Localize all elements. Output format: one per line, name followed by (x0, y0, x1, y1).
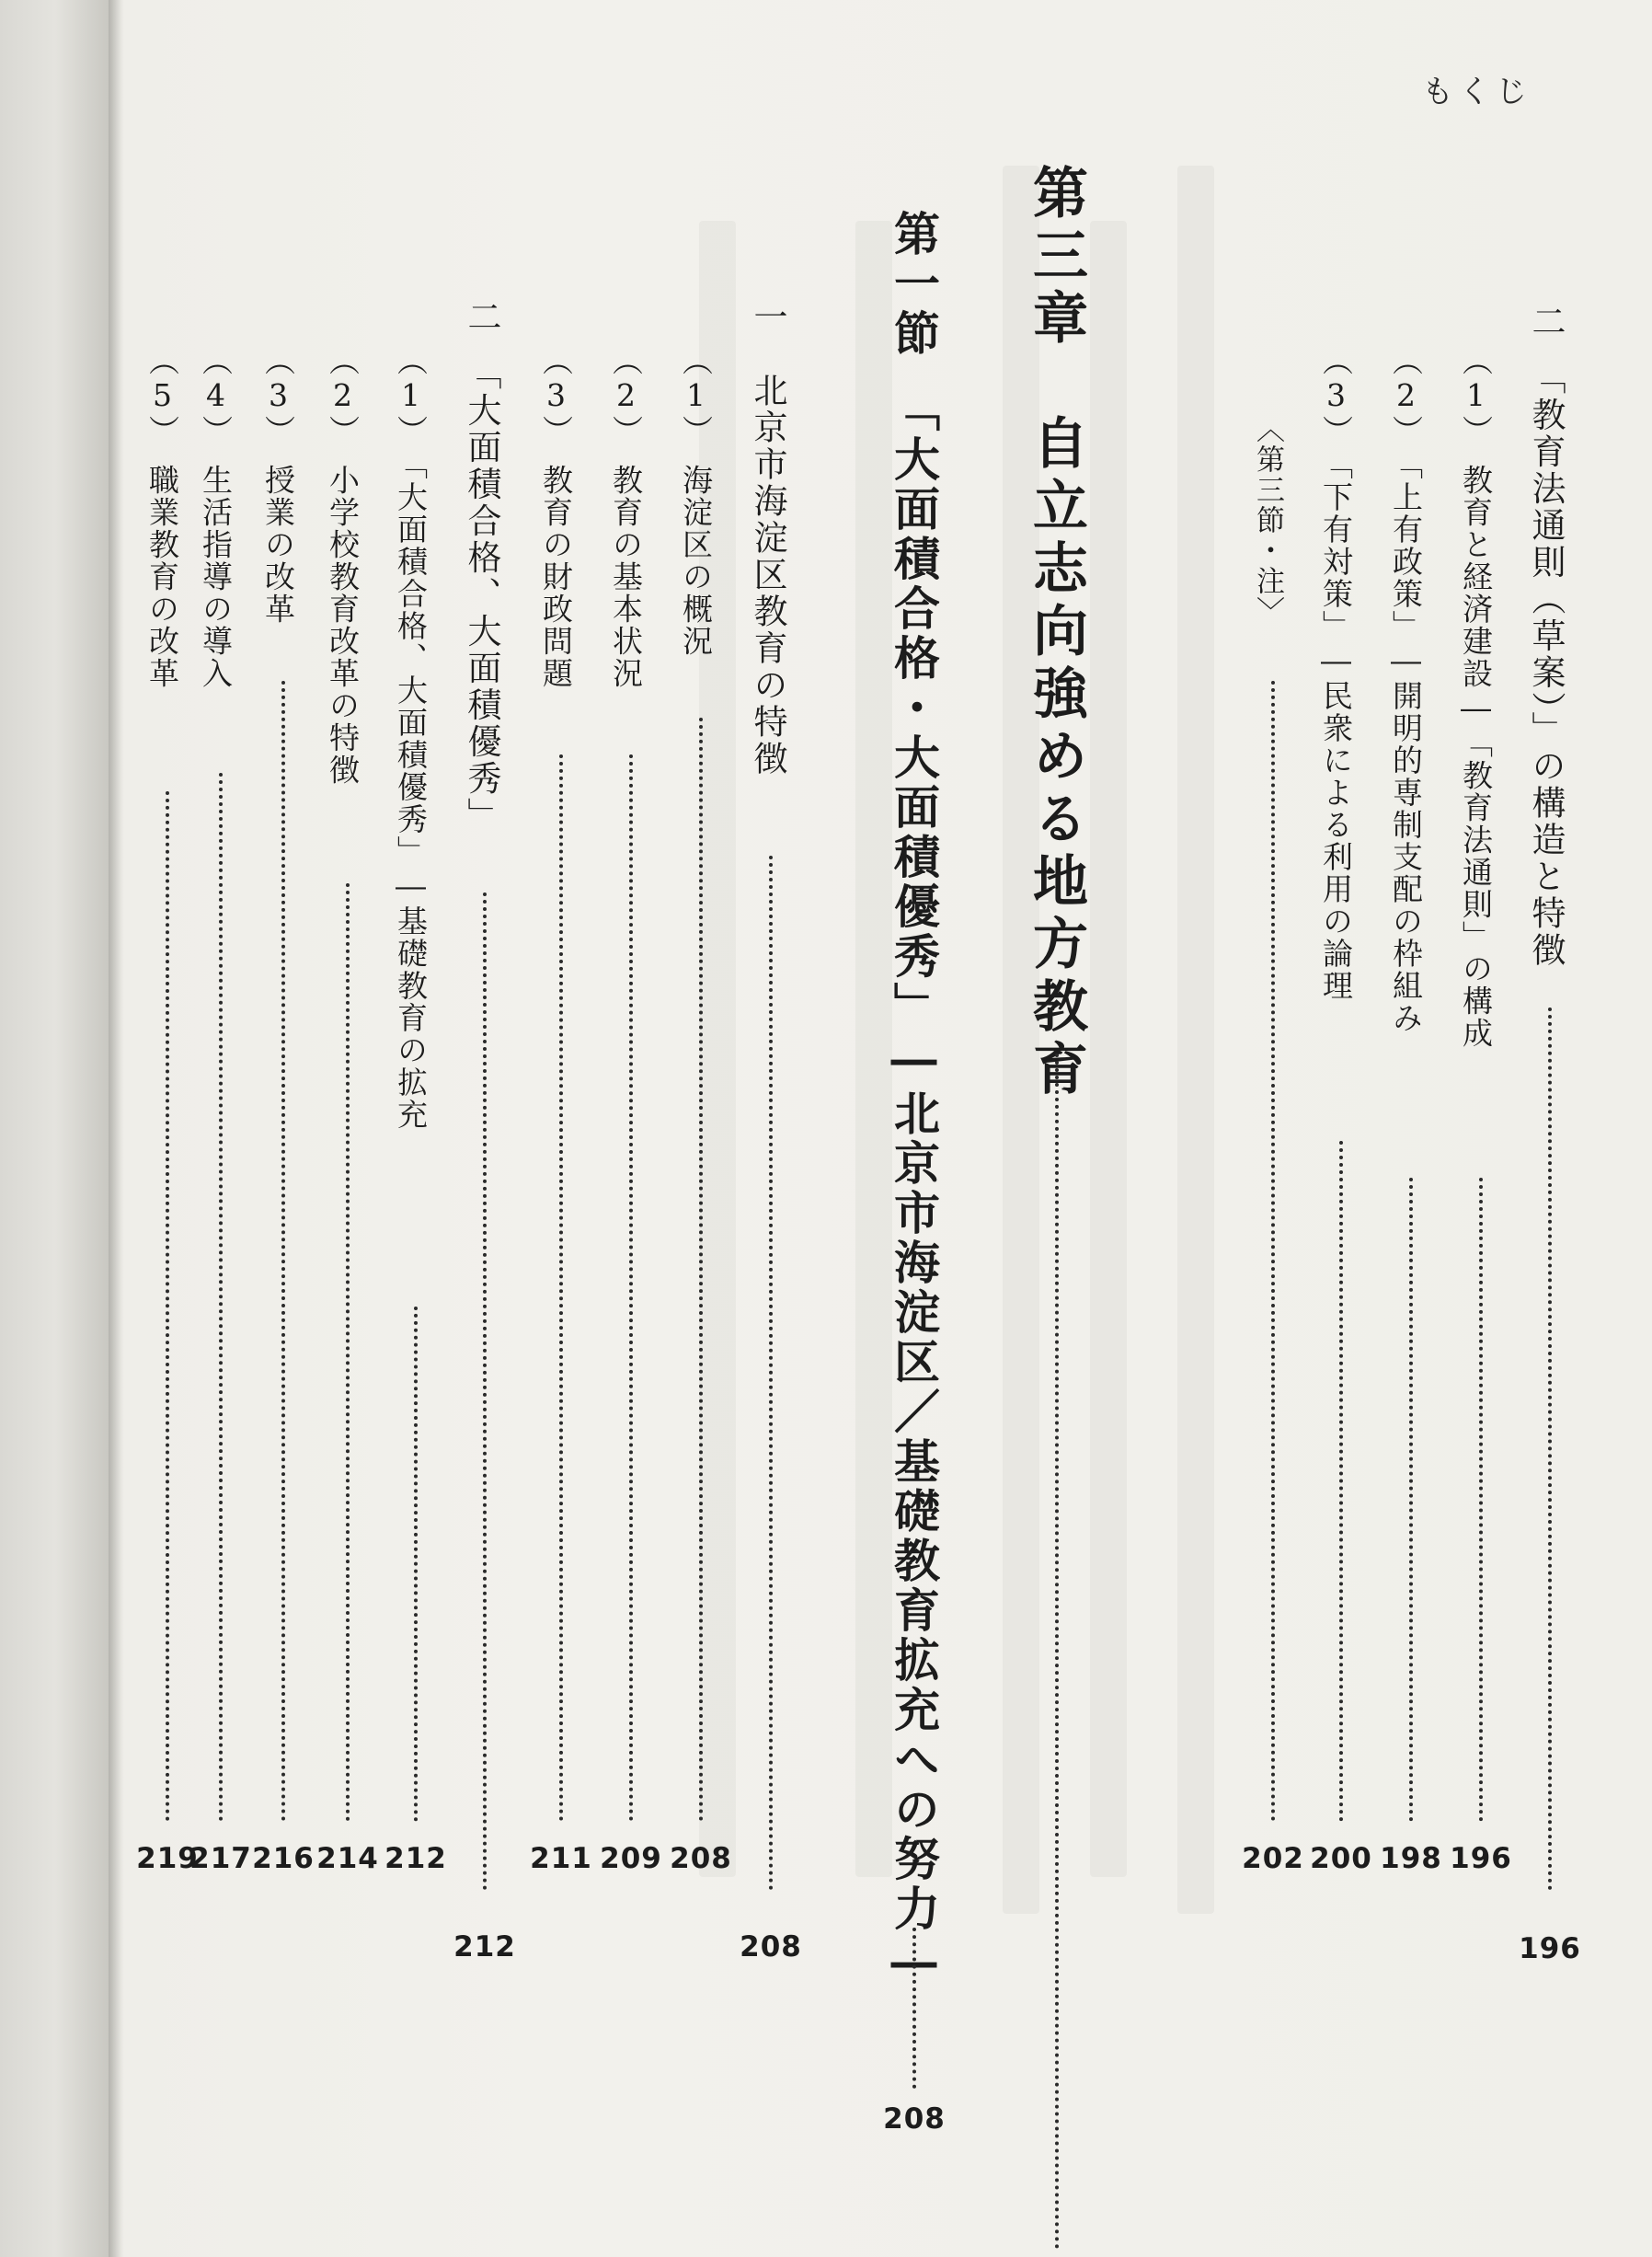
toc-subentry: （1） 海淀区の概況 (678, 345, 714, 658)
toc-entry-item-1: 一 北京市海淀区教育の特徴 (748, 299, 787, 777)
page-number: 212 (453, 1930, 516, 1963)
leader-dots (414, 1307, 418, 1822)
toc-subentry: （3） 教育の財政問題 (538, 345, 574, 690)
leader-dots (219, 773, 223, 1822)
toc-subentry: （1） 「大面積合格、大面積優秀」―基礎教育の拡充 (393, 345, 429, 1131)
page-number: 216 (252, 1842, 315, 1875)
leader-dots (1055, 1054, 1059, 2250)
page-number: 198 (1380, 1842, 1442, 1875)
page-number: 217 (189, 1842, 252, 1875)
toc-subentry: （3） 授業の改革 (260, 345, 296, 626)
toc-entry-item-2: 二 「大面積合格、大面積優秀」 (462, 299, 501, 835)
page-number: 208 (670, 1842, 732, 1875)
leader-dots (1548, 1008, 1552, 1891)
page-number: 200 (1310, 1842, 1372, 1875)
leader-dots (1409, 1178, 1413, 1822)
page-number: 214 (316, 1842, 379, 1875)
page-number: 208 (883, 2102, 946, 2136)
leader-dots (559, 754, 563, 1822)
leader-dots (483, 892, 487, 1891)
toc-subentry: （2） 「上有政策」―開明的専制支配の枠組み (1388, 345, 1424, 1034)
toc-subentry: （4） 生活指導の導入 (198, 345, 234, 690)
toc-subentry: （1） 教育と経済建設―「教育法通則」の構成 (1458, 345, 1494, 1050)
book-spine-shadow (109, 0, 121, 2257)
leader-dots (629, 754, 633, 1822)
page-number: 196 (1450, 1842, 1512, 1875)
leader-dots (1271, 681, 1275, 1822)
leader-dots (699, 718, 703, 1822)
toc-subentry: （3） 「下有対策」―民衆による利用の論理 (1318, 345, 1354, 1002)
page-number: 212 (384, 1842, 447, 1875)
page-number: 219 (136, 1842, 199, 1875)
toc-subentry-notes: 〈第三節・注〉 (1251, 414, 1284, 627)
page-number: 196 (1519, 1932, 1581, 1965)
toc-subentry: （2） 小学校教育改革の特徴 (325, 345, 361, 787)
leader-dots (166, 791, 169, 1822)
toc-subentry: （2） 教育の基本状況 (608, 345, 644, 690)
page-number: 211 (530, 1842, 592, 1875)
show-through-shadow (1090, 221, 1127, 1877)
toc-subentry: （5） 職業教育の改革 (144, 345, 180, 690)
chapter-title: 第三章 自立志向強める地方教育 (1024, 164, 1088, 1102)
leader-dots (346, 883, 350, 1822)
page-number: 202 (1242, 1842, 1304, 1875)
running-head: もくじ (1422, 74, 1532, 110)
toc-entry-prev-item-2: 二 「教育法通則（草案）」の構造と特徴 (1526, 304, 1566, 969)
leader-dots (769, 856, 773, 1891)
page-number: 209 (600, 1842, 662, 1875)
leader-dots (1479, 1178, 1483, 1822)
leader-dots (281, 681, 285, 1822)
leader-dots (1339, 1141, 1343, 1822)
section-title: 第一節 「大面積合格・大面積優秀」―北京市海淀区／基礎教育拡充への努力― (887, 210, 941, 1992)
page-number: 208 (740, 1930, 802, 1963)
leader-dots (912, 1928, 916, 2089)
show-through-shadow (1177, 166, 1214, 1914)
